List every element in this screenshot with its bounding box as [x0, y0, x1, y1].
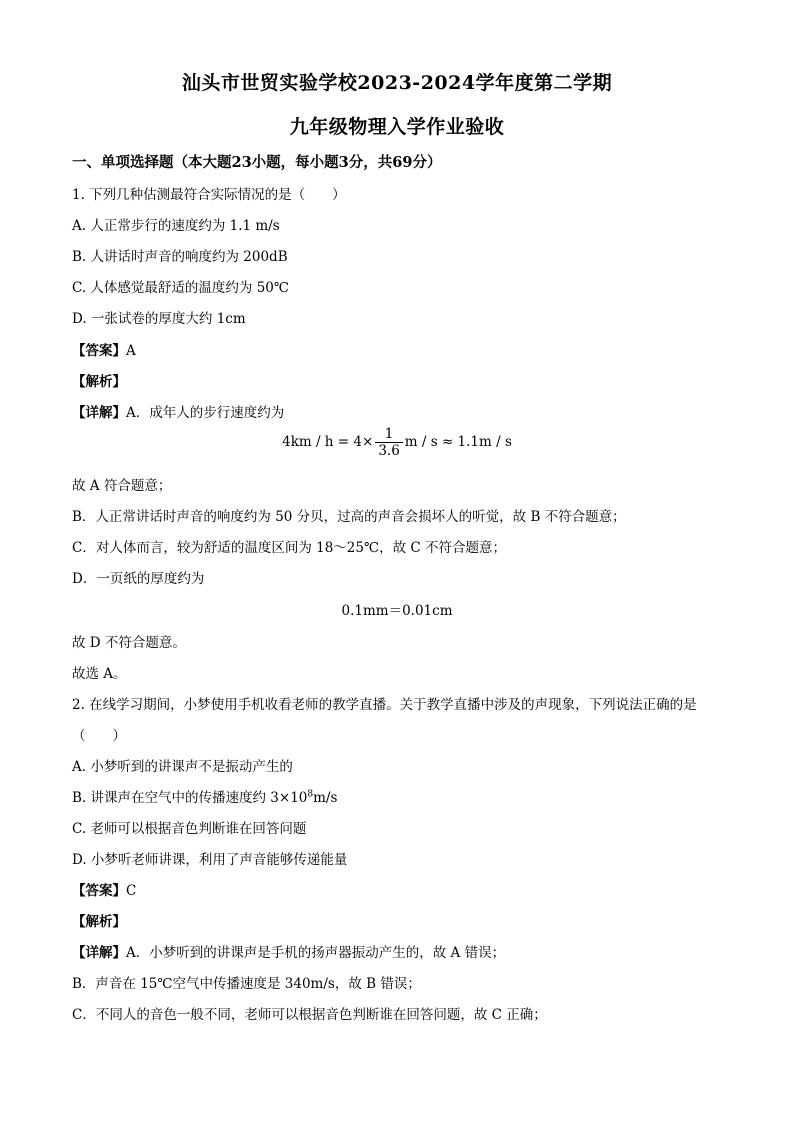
q2-answer [72, 879, 136, 899]
answer-label: 【答案】 [72, 343, 126, 359]
q1-stem: 1. 下列几种估测最符合实际情况的是（ ） [72, 187, 346, 203]
q2-stem-cont: （ ） [72, 728, 126, 744]
q1-answer [72, 339, 136, 359]
q2-option-b [72, 786, 337, 806]
q1-choice: 故选 A。 [72, 666, 127, 682]
q1-detail-d: D．一页纸的厚度约为 [72, 571, 205, 587]
q2-option-b-text: B. 讲课声在空气中的传播速度约 3×10 [72, 790, 308, 806]
q2-detail-b: B．声音在 15℃空气中传播速度是 340m/s，故 B 错误； [72, 976, 421, 992]
answer-value: C [126, 883, 137, 899]
detail-label: 【详解】 [72, 405, 126, 421]
q1-option-d: D. 一张试卷的厚度大约 1cm [72, 311, 246, 327]
q1-conclusion-d: 故 D 不符合题意。 [72, 635, 186, 651]
answer-value: A [126, 343, 136, 359]
doc-title-line1: 汕头市世贸实验学校2023-2024学年度第二学期 [181, 72, 613, 94]
q1-option-a: A. 人正常步行的速度约为 1.1 m/s [72, 218, 280, 234]
q1-detail-a [72, 401, 284, 421]
q1-option-c: C. 人体感觉最舒适的温度约为 50℃ [72, 280, 290, 296]
q1-conclusion-a: 故 A 符合题意； [72, 478, 172, 494]
q2-option-d: D. 小梦听老师讲课，利用了声音能够传递能量 [72, 852, 348, 868]
fraction-denominator: 3.6 [378, 443, 400, 459]
formula-fraction [375, 426, 402, 459]
answer-label: 【答案】 [72, 883, 126, 899]
detail-a-text: A．成年人的步行速度约为 [126, 405, 285, 421]
q2-detail-c: C．不同人的音色一般不同，老师可以根据音色判断谁在回答问题，故 C 正确； [72, 1007, 547, 1023]
q2-option-a: A. 小梦听到的讲课声不是振动产生的 [72, 759, 293, 775]
section-heading: 一、单项选择题（本大题23小题，每小题3分，共69分） [72, 154, 442, 171]
formula-right: m / s ≈ 1.1m / s [404, 434, 512, 450]
q1-formula-thickness: 0.1mm＝0.01cm [341, 603, 453, 619]
q2-option-c: C. 老师可以根据音色判断谁在回答问题 [72, 821, 307, 837]
q1-formula-speed [0, 426, 794, 459]
q2-option-b-unit: m/s [313, 790, 338, 806]
q1-detail-c: C．对人体而言，较为舒适的温度区间为 18～25℃，故 C 不符合题意； [72, 540, 506, 556]
q1-detail-b: B．人正常讲话时声音的响度约为 50 分贝，过高的声音会损坏人的听觉，故 B 不符合题意； [72, 509, 626, 525]
doc-title-line2: 九年级物理入学作业验收 [289, 116, 505, 138]
q2-analysis-label: 【解析】 [72, 914, 126, 930]
q2-option-b-exponent: 8 [307, 789, 314, 800]
q1-analysis-label: 【解析】 [72, 374, 126, 390]
q1-option-b: B. 人讲话时声音的响度约为 200dB [72, 249, 288, 265]
detail-a-text: A．小梦听到的讲课声是手机的扬声器振动产生的，故 A 错误； [126, 945, 506, 961]
fraction-numerator: 1 [375, 426, 402, 443]
detail-label: 【详解】 [72, 945, 126, 961]
q2-stem: 2. 在线学习期间，小梦使用手机收看老师的教学直播。关于教学直播中涉及的声现象，下列说法正确的是 [72, 697, 697, 713]
formula-left: 4km / h = 4× [282, 434, 374, 450]
q2-detail-a [72, 941, 505, 961]
